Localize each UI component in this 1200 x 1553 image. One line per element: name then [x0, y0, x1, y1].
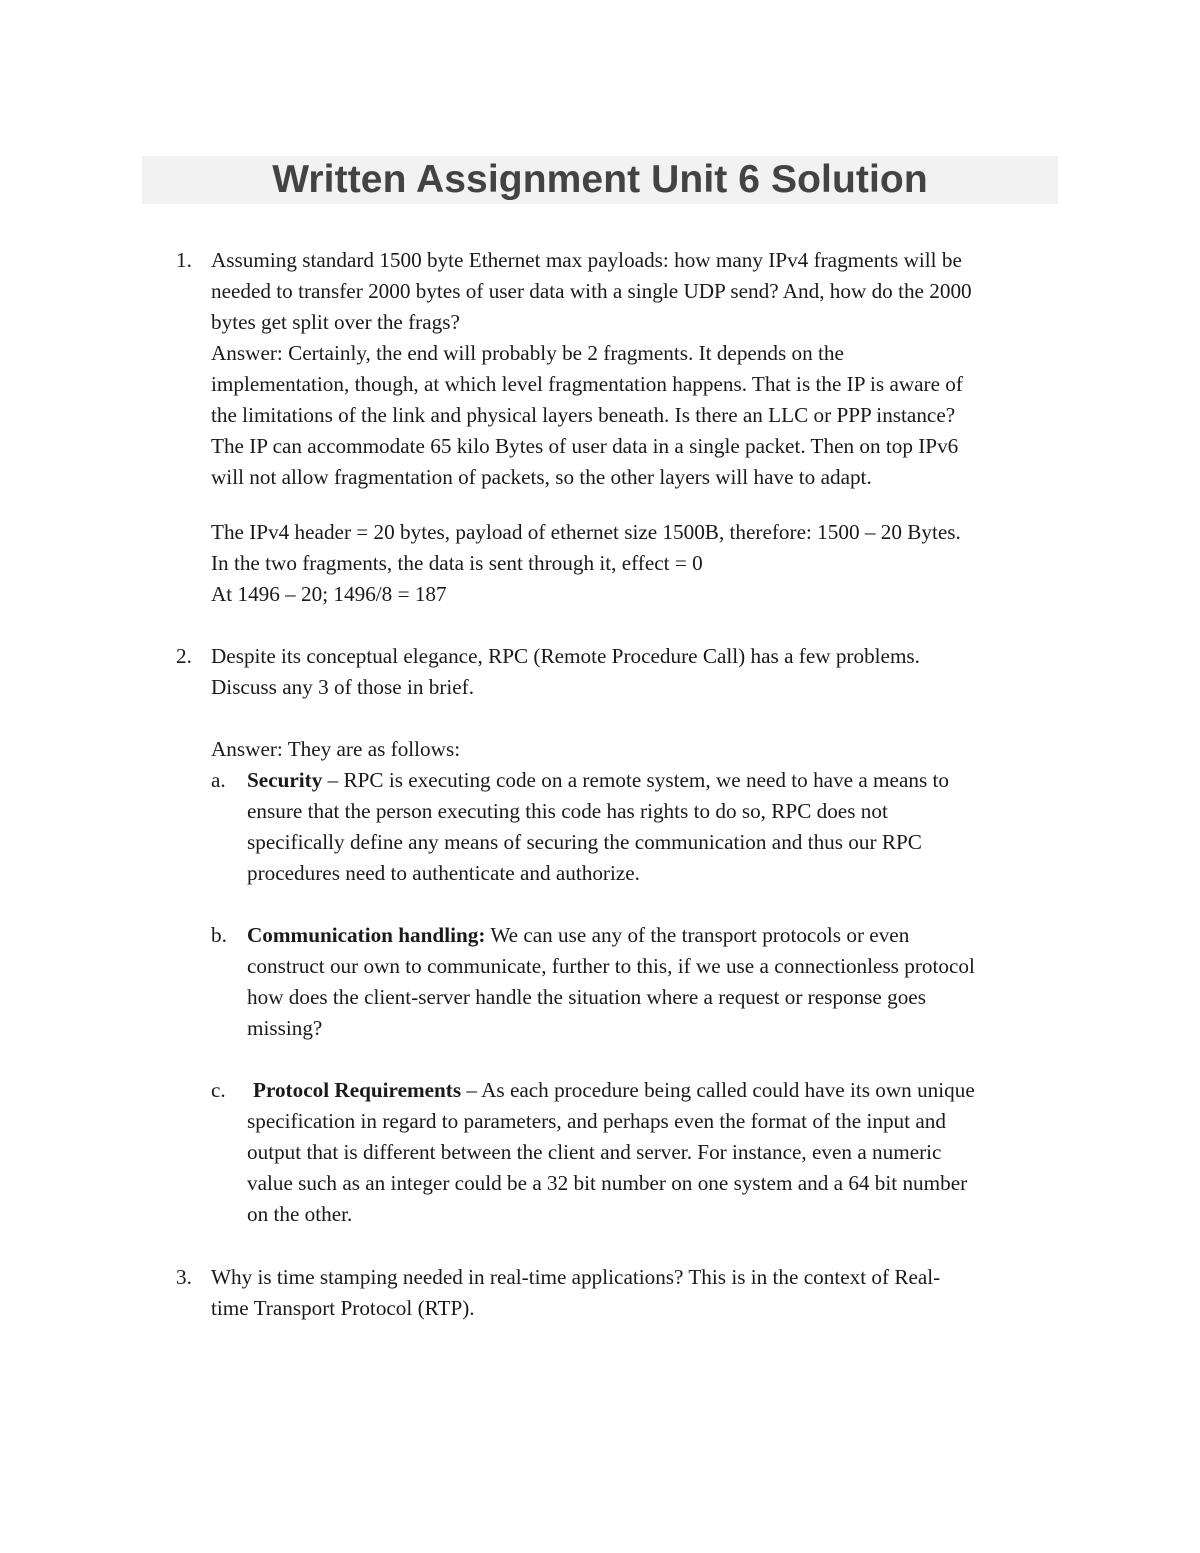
item-text: [247, 920, 1071, 1044]
answer-1-line: implementation, though, at which level fragmentation happens. That is the IP is aware of: [211, 372, 963, 396]
item-line: construct our own to communicate, further to this, if we use a connectionless protocol: [247, 954, 975, 978]
answer-2-intro-text: Answer: They are as follows:: [211, 737, 461, 761]
question-2-line: Despite its conceptual elegance, RPC (Remote Procedure Call) has a few problems.: [211, 644, 920, 668]
item-first-line: [247, 765, 1071, 796]
calc-line: At 1496 – 20; 1496/8 = 187: [211, 582, 447, 606]
item-line: procedures need to authenticate and authorize.: [247, 861, 640, 885]
question-1-text: [211, 245, 1066, 493]
item-line: output that is different between the client and server. For instance, even a numeric: [247, 1140, 942, 1164]
answer-1-line: the limitations of the link and physical layers beneath. Is there an LLC or PPP instance?: [211, 403, 956, 427]
answer-1-line: The IP can accommodate 65 kilo Bytes of user data in a single packet. Then on top IPv6: [211, 434, 959, 458]
question-1-line: needed to transfer 2000 bytes of user data with a single UDP send? And, how do the 2000: [211, 279, 972, 303]
item-text: [247, 765, 1071, 889]
answer-1-line: Answer: Certainly, the end will probably be 2 fragments. It depends on the: [211, 341, 844, 365]
question-2-line: Discuss any 3 of those in brief.: [211, 675, 475, 699]
item-letter: b.: [211, 923, 227, 947]
answer-1-line: will not allow fragmentation of packets, so the other layers will have to adapt.: [211, 465, 872, 489]
question-2-number: 2.: [176, 644, 192, 668]
calc-line: The IPv4 header = 20 bytes, payload of ethernet size 1500B, therefore: 1500 – 20 Bytes.: [211, 520, 961, 544]
item-line: missing?: [247, 1016, 323, 1040]
item-letter: c.: [211, 1078, 226, 1102]
item-term: Communication handling:: [247, 923, 486, 947]
item-term: Protocol Requirements: [253, 1078, 462, 1102]
item-line: on the other.: [247, 1202, 353, 1226]
calc-line: In the two fragments, the data is sent through it, effect = 0: [211, 551, 703, 575]
item-line: ensure that the person executing this code has rights to do so, RPC does not: [247, 799, 888, 823]
page-title: Written Assignment Unit 6 Solution: [272, 158, 928, 201]
question-3-line: Why is time stamping needed in real-time applications? This is in the context of Real-: [211, 1265, 941, 1289]
item-line: specification in regard to parameters, and perhaps even the format of the input and: [247, 1109, 946, 1133]
question-1-line: bytes get split over the frags?: [211, 310, 460, 334]
question-3-text: [211, 1262, 1066, 1324]
item-first-line: [247, 920, 1071, 951]
question-2-text: [211, 641, 1066, 703]
item-first-rest: – As each procedure being called could have its own unique: [461, 1078, 975, 1102]
question-3-number: 3.: [176, 1265, 192, 1289]
question-1-line: Assuming standard 1500 byte Ethernet max payloads: how many IPv4 fragments will be: [211, 248, 962, 272]
item-first-line: [253, 1075, 1071, 1106]
question-1-number: 1.: [176, 248, 192, 272]
item-line: value such as an integer could be a 32 bit number on one system and a 64 bit number: [247, 1171, 968, 1195]
item-line: specifically define any means of securing the communication and thus our RPC: [247, 830, 922, 854]
answer-1-calculation: [211, 517, 1071, 610]
item-line: how does the client-server handle the situation where a request or response goes: [247, 985, 926, 1009]
item-term: Security: [247, 768, 323, 792]
item-first-rest: We can use any of the transport protocols or even: [485, 923, 910, 947]
question-3-line: time Transport Protocol (RTP).: [211, 1296, 475, 1320]
item-text: [247, 1075, 1071, 1230]
answer-2-intro: [211, 734, 1071, 765]
title-band: [142, 156, 1058, 204]
item-first-rest: – RPC is executing code on a remote system, we need to have a means to: [322, 768, 949, 792]
item-letter: a.: [211, 768, 226, 792]
